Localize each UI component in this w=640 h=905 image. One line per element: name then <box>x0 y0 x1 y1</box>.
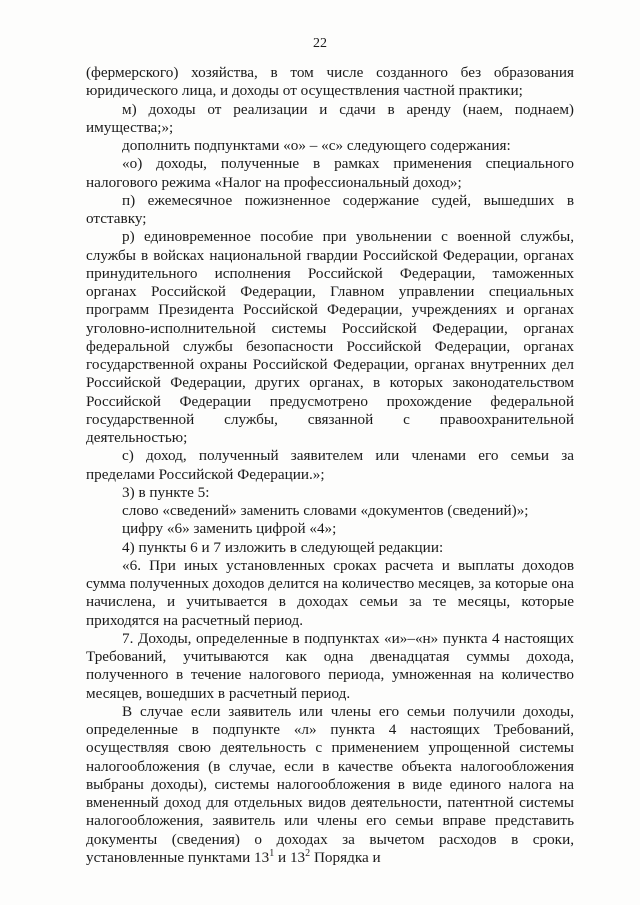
paragraph: с) доход, полученный заявителем или членами его семьи за пределами Российской Федерации.»; <box>86 447 574 483</box>
paragraph: «6. При иных установленных сроках расчета и выплаты доходов сумма полученных доходов делится на количество месяцев, за которые она начислена, и учитывается в доходах семьи за те месяцы, которые приходятся на расчетный период. <box>86 556 574 629</box>
document-body <box>86 64 574 867</box>
paragraph: «о) доходы, полученные в рамках применения специального налогового режима «Налог на профессиональный доход»; <box>86 155 574 191</box>
paragraph: 4) пункты 6 и 7 изложить в следующей редакции: <box>122 538 444 556</box>
paragraph-text: Порядка и <box>310 848 381 866</box>
page-number: 22 <box>313 36 327 51</box>
paragraph-last <box>86 703 574 867</box>
paragraph: р) единовременное пособие при увольнении с военной службы, службы в войсках национальной гвардии Российской Федерации, органах принудительного исполнения Российской Федерации, таможенных органах Российской Федерации, Главном управлении специальных программ Президента Российской Федерации, учреждениях и органах уголовно-исполнительной системы Российской Федерации, органах федеральной службы безопасности Российской Федерации, органах государственной охраны Российской Федерации, органах внутренних дел Российской Федерации, других органах, в которых законодательством Российской Федерации предусмотрено прохождение федеральной государственной службы, связанной с правоохранительной деятельностью; <box>86 228 574 446</box>
paragraph: слово «сведений» заменить словами «документов (сведений)»; <box>122 502 529 519</box>
paragraph: м) доходы от реализации и сдачи в аренду (наем, поднаем) имущества;»; <box>86 100 574 136</box>
paragraph-text: и 13 <box>274 848 306 866</box>
paragraph: (фермерского) хозяйства, в том числе созданного без образования юридического лица, и доходы от осуществления частной практики; <box>86 64 574 100</box>
paragraph: дополнить подпунктами «о» – «с» следующего содержания: <box>122 137 511 154</box>
paragraph: цифру «6» заменить цифрой «4»; <box>122 520 337 538</box>
paragraph: п) ежемесячное пожизненное содержание судей, вышедших в отставку; <box>86 191 574 227</box>
paragraph: 7. Доходы, определенные в подпунктах «и»–«н» пункта 4 настоящих Требований, учитываются как одна двенадцатая суммы дохода, полученного в течение налогового периода, умноженная на количество месяцев, вошедших в расчетный период. <box>86 629 574 702</box>
paragraph-text: В случае если заявитель или члены его семьи получили доходы, определенные в подпункте «л» пункта 4 настоящих Требований, осуществляя свою деятельность с применением упрощенной системы налогообложения (в случае, если в качестве объекта налогообложения выбраны доходы), системы налогообложения в виде единого налога на вмененный доход для отдельных видов деятельности, патентной системы налогообложения, заявитель или члены его семьи вправе представить документы (сведения) о доходах за вычетом расходов в сроки, установленные пунктами 13 <box>86 702 574 866</box>
paragraph: 3) в пункте 5: <box>122 483 210 501</box>
superscript: 1 <box>269 847 275 859</box>
superscript: 2 <box>305 847 311 859</box>
